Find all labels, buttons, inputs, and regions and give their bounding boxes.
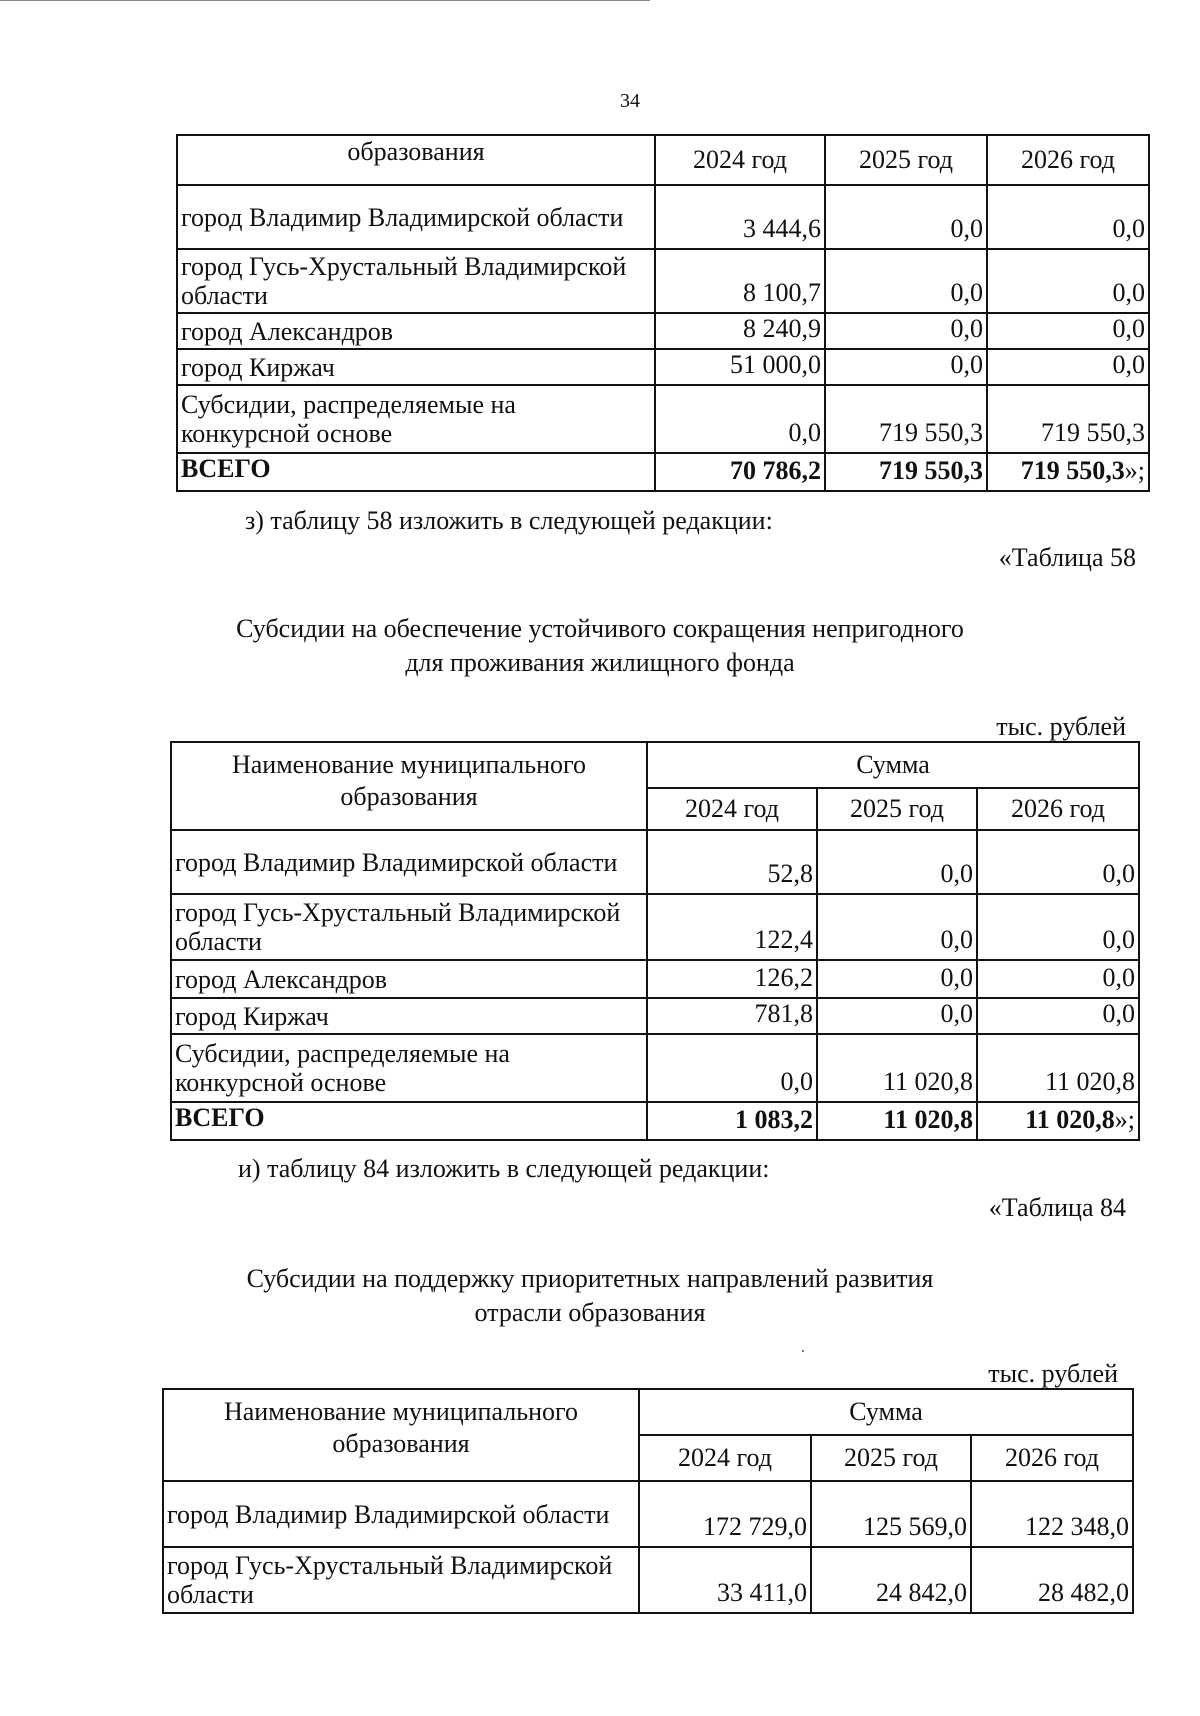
table-58-units: тыс. рублей [996, 712, 1126, 741]
value-2024: 172 729,0 [639, 1481, 811, 1547]
subsidy-table-84 [162, 1388, 1134, 1614]
value-2026: 0,0 [987, 249, 1149, 313]
instruction-z: з) таблицу 58 изложить в следующей редакции: [245, 506, 773, 535]
table-row [171, 998, 1139, 1034]
table-total-row [171, 1102, 1139, 1140]
closing-quote-mark: »; [1124, 456, 1145, 485]
table-row [177, 249, 1149, 313]
table-58-title: Субсидии на обеспечение устойчивого сокращения непригодного для проживания жилищного фонда [236, 614, 964, 677]
value-2024: 122,4 [647, 894, 817, 960]
table-header-row [177, 135, 1149, 185]
table-row [177, 185, 1149, 249]
row-name: город Киржач [171, 998, 647, 1034]
subsidy-table-continuation [176, 134, 1150, 492]
row-name: город Гусь-Хрустальный Владимирской области [163, 1547, 639, 1613]
row-name: город Киржач [177, 349, 655, 385]
total-2026 [987, 453, 1149, 491]
total-label: ВСЕГО [177, 453, 655, 491]
value-2025: 24 842,0 [811, 1547, 971, 1613]
value-2024: 126,2 [647, 960, 817, 998]
value-2026: 28 482,0 [971, 1547, 1133, 1613]
total-2025: 11 020,8 [817, 1102, 977, 1140]
table-row [171, 894, 1139, 960]
table-header-row [163, 1389, 1133, 1435]
total-label: ВСЕГО [171, 1102, 647, 1140]
table-84-title: Субсидии на поддержку приоритетных направлений развития отрасли образования [246, 1264, 934, 1327]
row-name: город Владимир Владимирской области [171, 830, 647, 894]
table-58-label: «Таблица 58 [998, 543, 1136, 572]
value-2025: 0,0 [825, 349, 987, 385]
closing-quote-mark: »; [1114, 1105, 1136, 1134]
value-2024: 781,8 [647, 998, 817, 1034]
table-row [171, 830, 1139, 894]
row-name: Субсидии, распределяемые на конкурсной основе [171, 1034, 647, 1102]
value-2024: 0,0 [655, 385, 825, 453]
value-2024: 51 000,0 [655, 349, 825, 385]
value-2026: 0,0 [987, 185, 1149, 249]
value-2025: 0,0 [825, 249, 987, 313]
column-header-sum: Сумма [639, 1389, 1133, 1435]
total-2026 [977, 1102, 1139, 1140]
page-top-border [0, 0, 650, 1]
value-2026: 0,0 [977, 830, 1139, 894]
column-header-2025: 2025 год [817, 788, 977, 830]
value-2026: 122 348,0 [971, 1481, 1133, 1547]
column-header-2026: 2026 год [971, 1435, 1133, 1481]
total-2024: 1 083,2 [647, 1102, 817, 1140]
column-header-name: Наименование муниципального образования [171, 742, 647, 830]
value-2026: 0,0 [977, 960, 1139, 998]
column-header-2024: 2024 год [655, 135, 825, 185]
table-row [177, 385, 1149, 453]
page-number: 34 [620, 90, 640, 112]
value-2026: 0,0 [977, 998, 1139, 1034]
value-2025: 0,0 [817, 894, 977, 960]
row-name: город Гусь-Хрустальный Владимирской области [177, 249, 655, 313]
value-2025: 0,0 [825, 313, 987, 349]
table-row [163, 1481, 1133, 1547]
table-row [171, 960, 1139, 998]
value-2026: 0,0 [987, 313, 1149, 349]
column-header-2025: 2025 год [825, 135, 987, 185]
subsidy-table-58 [170, 741, 1140, 1141]
value-2026: 11 020,8 [977, 1034, 1139, 1102]
total-2025: 719 550,3 [825, 453, 987, 491]
column-header-2025: 2025 год [811, 1435, 971, 1481]
row-name: город Владимир Владимирской области [163, 1481, 639, 1547]
value-2024: 52,8 [647, 830, 817, 894]
table-header-row [171, 742, 1139, 788]
column-header-sum: Сумма [647, 742, 1139, 788]
row-name: город Владимир Владимирской области [177, 185, 655, 249]
table-row [163, 1547, 1133, 1613]
table-row [171, 1034, 1139, 1102]
value-2024: 8 100,7 [655, 249, 825, 313]
column-header-name: Наименование муниципального образования [163, 1389, 639, 1481]
column-header-2024: 2024 год [647, 788, 817, 830]
scan-speck [802, 1350, 804, 1352]
value-2024: 0,0 [647, 1034, 817, 1102]
column-header-2024: 2024 год [639, 1435, 811, 1481]
column-header-2026: 2026 год [987, 135, 1149, 185]
total-2024: 70 786,2 [655, 453, 825, 491]
table-84-units: тыс. рублей [988, 1359, 1118, 1388]
value-2026: 0,0 [987, 349, 1149, 385]
total-2026-value: 719 550,3 [1020, 456, 1125, 485]
value-2025: 0,0 [825, 185, 987, 249]
column-header-name: образования [177, 135, 655, 185]
value-2025: 0,0 [817, 960, 977, 998]
instruction-i: и) таблицу 84 изложить в следующей редакции: [238, 1154, 770, 1183]
value-2025: 0,0 [817, 830, 977, 894]
table-84-label: «Таблица 84 [988, 1193, 1126, 1222]
table-row [177, 313, 1149, 349]
value-2024: 3 444,6 [655, 185, 825, 249]
value-2026: 0,0 [977, 894, 1139, 960]
column-header-2026: 2026 год [977, 788, 1139, 830]
value-2026: 719 550,3 [987, 385, 1149, 453]
value-2025: 125 569,0 [811, 1481, 971, 1547]
row-name: город Гусь-Хрустальный Владимирской области [171, 894, 647, 960]
row-name: город Александров [171, 960, 647, 998]
total-2026-value: 11 020,8 [1025, 1105, 1115, 1134]
value-2024: 8 240,9 [655, 313, 825, 349]
table-total-row [177, 453, 1149, 491]
row-name: Субсидии, распределяемые на конкурсной основе [177, 385, 655, 453]
table-row [177, 349, 1149, 385]
value-2025: 719 550,3 [825, 385, 987, 453]
value-2025: 11 020,8 [817, 1034, 977, 1102]
row-name: город Александров [177, 313, 655, 349]
value-2025: 0,0 [817, 998, 977, 1034]
value-2024: 33 411,0 [639, 1547, 811, 1613]
